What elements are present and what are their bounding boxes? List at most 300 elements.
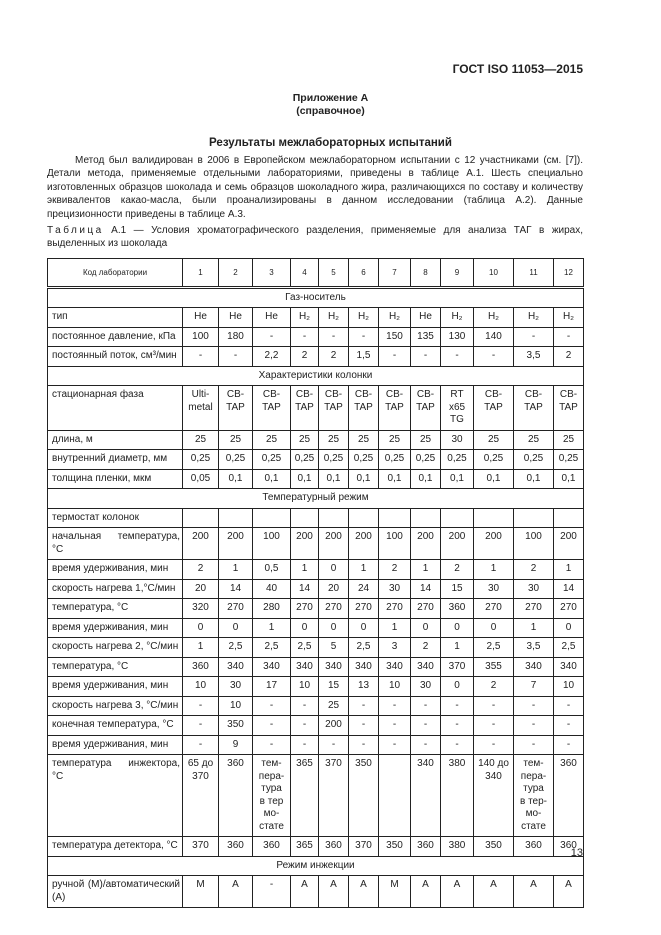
table-cell: 14 [554, 579, 584, 599]
table-header-row [48, 259, 584, 288]
table-cell: H₂ [441, 308, 474, 328]
table-cell: H₂ [514, 308, 554, 328]
table-cell: 0 [411, 618, 441, 638]
appendix-title: Приложение А [292, 92, 369, 104]
table-cell: 0 [319, 560, 349, 580]
table-cell: 270 [554, 599, 584, 619]
table-cell: 200 [291, 528, 319, 560]
table-row [48, 755, 584, 837]
table-cell: 0,25 [411, 450, 441, 470]
table-row [48, 386, 584, 431]
table-cell: 360 [319, 837, 349, 857]
table-cell: 7 [514, 677, 554, 697]
table-cell: - [411, 716, 441, 736]
table-cell: 0 [554, 618, 584, 638]
table-cell: CB- TAP [319, 386, 349, 431]
table-cell: 25 [554, 430, 584, 450]
table-cell: 25 [319, 430, 349, 450]
table-cell: 1 [379, 618, 411, 638]
table-cell: - [253, 735, 291, 755]
lab-code-header: 2 [219, 259, 253, 288]
table-cell: - [411, 347, 441, 367]
table-cell: 270 [319, 599, 349, 619]
section-row [48, 856, 584, 876]
table-cell: 3,5 [514, 638, 554, 658]
table-cell: 5 [319, 638, 349, 658]
table-cell: CB- TAP [291, 386, 319, 431]
row-label: скорость нагрева 3, °С/мин [48, 696, 183, 716]
table-row [48, 450, 584, 470]
table-row [48, 327, 584, 347]
table-cell: 0,25 [219, 450, 253, 470]
table-cell: - [319, 735, 349, 755]
table-cell: 140 до 340 [474, 755, 514, 837]
table-cell: 0 [291, 618, 319, 638]
row-label: тип [48, 308, 183, 328]
table-cell: 20 [319, 579, 349, 599]
table-cell: 1 [411, 560, 441, 580]
row-label: температура, °С [48, 657, 183, 677]
table-row [48, 837, 584, 857]
lab-code-label: Код лаборатории [48, 259, 183, 288]
table-cell: 1 [554, 560, 584, 580]
table-cell: 370 [319, 755, 349, 837]
table-cell: 360 [554, 755, 584, 837]
table-cell: 0,1 [219, 469, 253, 489]
table-cell: H₂ [291, 308, 319, 328]
table-cell: - [291, 716, 319, 736]
table-cell [291, 508, 319, 528]
table-cell: 40 [253, 579, 291, 599]
table-cell: 130 [441, 327, 474, 347]
table-cell: 0,25 [441, 450, 474, 470]
table-cell: - [379, 696, 411, 716]
table-cell: 370 [441, 657, 474, 677]
table-cell: 150 [379, 327, 411, 347]
table-cell: 350 [379, 837, 411, 857]
table-cell: 350 [219, 716, 253, 736]
table-cell: 9 [219, 735, 253, 755]
lab-code-header: 7 [379, 259, 411, 288]
table-cell: 2,5 [349, 638, 379, 658]
table-cell: - [514, 327, 554, 347]
table-cell: 360 [219, 837, 253, 857]
table-cell: 30 [514, 579, 554, 599]
row-label: внутренний диаметр, мм [48, 450, 183, 470]
table-cell: - [183, 735, 219, 755]
table-cell: - [441, 735, 474, 755]
table-cell: 100 [379, 528, 411, 560]
table-cell: 360 [554, 837, 584, 857]
table-row [48, 508, 584, 528]
table-cell: 2 [411, 638, 441, 658]
section-row [48, 287, 584, 308]
table-cell: - [253, 716, 291, 736]
table-cell: 0,1 [319, 469, 349, 489]
row-label: постоянный поток, см³/мин [48, 347, 183, 367]
table-cell: - [379, 347, 411, 367]
table-cell: H₂ [319, 308, 349, 328]
table-cell: 0,1 [554, 469, 584, 489]
table-cell: 200 [349, 528, 379, 560]
table-cell: - [554, 696, 584, 716]
table-cell: 340 [411, 657, 441, 677]
table-cell: А [441, 876, 474, 908]
table-cell [379, 755, 411, 837]
table-cell: - [253, 696, 291, 716]
table-cell: 30 [441, 430, 474, 450]
table-cell: М [183, 876, 219, 908]
table-cell: 0,25 [474, 450, 514, 470]
table-cell: - [411, 735, 441, 755]
table-cell: А [291, 876, 319, 908]
table-cell [411, 508, 441, 528]
table-cell: тем- пера- тура в тер- мо- стате [514, 755, 554, 837]
table-row [48, 579, 584, 599]
table-cell: CB- TAP [219, 386, 253, 431]
row-label: время удерживания, мин [48, 560, 183, 580]
table-cell: 25 [514, 430, 554, 450]
table-cell: - [349, 696, 379, 716]
table-cell: - [291, 327, 319, 347]
table-cell: 0,25 [253, 450, 291, 470]
table-cell: А [349, 876, 379, 908]
table-cell: 0,5 [253, 560, 291, 580]
row-label: начальная температура, °С [48, 528, 183, 560]
table-cell: 0 [349, 618, 379, 638]
table-cell: М [379, 876, 411, 908]
table-cell: - [474, 716, 514, 736]
table-cell: 270 [379, 599, 411, 619]
table-cell: 2 [514, 560, 554, 580]
table-cell: 0 [183, 618, 219, 638]
table-cell: 0,1 [379, 469, 411, 489]
row-label: термостат колонок [48, 508, 183, 528]
table-row [48, 735, 584, 755]
table-cell: 0,1 [441, 469, 474, 489]
table-row [48, 560, 584, 580]
table-cell: - [291, 735, 319, 755]
table-cell: CB- TAP [253, 386, 291, 431]
table-cell: 340 [291, 657, 319, 677]
table-cell: 2 [291, 347, 319, 367]
table-caption-prefix: Таблица [47, 225, 104, 236]
table-cell: CB- TAP [514, 386, 554, 431]
table-row [48, 618, 584, 638]
table-cell: 320 [183, 599, 219, 619]
table-cell: 100 [253, 528, 291, 560]
table-cell: 0 [474, 618, 514, 638]
table-cell: 350 [474, 837, 514, 857]
table-cell: 13 [349, 677, 379, 697]
table-cell: - [514, 696, 554, 716]
row-label: температура инжектора, °С [48, 755, 183, 837]
table-cell: 360 [253, 837, 291, 857]
table-cell: 0,25 [349, 450, 379, 470]
table-cell: 360 [514, 837, 554, 857]
body-paragraph: Метод был валидирован в 2006 в Европейском межлабораторном испытании с 12 участниками (см. [7]). Детали метода, применяемые отдельными лабораториями, приведены в таблице А.1. Шесть специально изготовленных образцов шоколада и семь образцов шоколадного жира, различающихся по составу и количеству эквивалентов какао-масла, были проанализированы в данном исследовании (таблица А.2). Данные прецизионности приведены в таблице А.3. [47, 155, 583, 220]
table-cell: 2,5 [554, 638, 584, 658]
table-cell: 200 [183, 528, 219, 560]
table-cell [349, 508, 379, 528]
table-cell: 370 [183, 837, 219, 857]
table-cell: 340 [319, 657, 349, 677]
table-cell: 365 [291, 755, 319, 837]
table-cell: 270 [474, 599, 514, 619]
table-cell: 1 [514, 618, 554, 638]
table-cell: 0,25 [319, 450, 349, 470]
table-cell: 0,1 [253, 469, 291, 489]
table-cell: - [474, 696, 514, 716]
table-cell [253, 508, 291, 528]
table-row [48, 876, 584, 908]
table-cell: 270 [411, 599, 441, 619]
table-cell: 25 [349, 430, 379, 450]
table-cell: 270 [219, 599, 253, 619]
table-cell: А [319, 876, 349, 908]
row-label: ручной (М)/автоматический (А) [48, 876, 183, 908]
table-cell [441, 508, 474, 528]
table-cell: 340 [349, 657, 379, 677]
table-cell: 0 [441, 618, 474, 638]
table-cell: H₂ [474, 308, 514, 328]
table-cell: - [253, 876, 291, 908]
table-cell: 1 [441, 638, 474, 658]
row-label: время удерживания, мин [48, 677, 183, 697]
table-cell: 1 [474, 560, 514, 580]
table-cell: 25 [319, 696, 349, 716]
table-cell: 3 [379, 638, 411, 658]
table-cell: 380 [441, 755, 474, 837]
table-row [48, 469, 584, 489]
table-cell: 14 [291, 579, 319, 599]
table-cell [554, 508, 584, 528]
table-cell: 30 [219, 677, 253, 697]
table-row [48, 308, 584, 328]
table-cell: - [441, 696, 474, 716]
table-cell: CB- TAP [554, 386, 584, 431]
table-cell: А [219, 876, 253, 908]
table-cell: А [474, 876, 514, 908]
table-cell: CB- TAP [411, 386, 441, 431]
table-cell: А [411, 876, 441, 908]
table-row [48, 347, 584, 367]
table-cell: H₂ [554, 308, 584, 328]
table-cell: H₂ [349, 308, 379, 328]
table-row [48, 657, 584, 677]
row-label: скорость нагрева 2, °С/мин [48, 638, 183, 658]
table-cell: 180 [219, 327, 253, 347]
table-cell: 380 [441, 837, 474, 857]
table-cell: 30 [379, 579, 411, 599]
table-cell: 0,1 [474, 469, 514, 489]
row-label: постоянное давление, кПа [48, 327, 183, 347]
table-cell: 25 [379, 430, 411, 450]
table-cell: 0,1 [349, 469, 379, 489]
table-cell [319, 508, 349, 528]
table-cell: 0,25 [291, 450, 319, 470]
lab-code-header: 4 [291, 259, 319, 288]
table-cell: 0 [219, 618, 253, 638]
table-cell: 2,5 [291, 638, 319, 658]
row-label: температура, °С [48, 599, 183, 619]
table-cell: RT x65 TG [441, 386, 474, 431]
table-cell: А [514, 876, 554, 908]
table-cell: 360 [411, 837, 441, 857]
table-cell: 280 [253, 599, 291, 619]
table-cell: 2 [474, 677, 514, 697]
table-cell [474, 508, 514, 528]
lab-code-header: 1 [183, 259, 219, 288]
table-cell: 2,5 [474, 638, 514, 658]
row-label: скорость нагрева 1,°С/мин [48, 579, 183, 599]
table-cell: 270 [514, 599, 554, 619]
lab-code-header: 5 [319, 259, 349, 288]
table-cell: 0,25 [183, 450, 219, 470]
table-row [48, 638, 584, 658]
table-cell [379, 508, 411, 528]
table-cell: 370 [349, 837, 379, 857]
table-cell: 200 [219, 528, 253, 560]
table-cell: - [319, 327, 349, 347]
table-cell: CB- TAP [349, 386, 379, 431]
table-cell: 1 [219, 560, 253, 580]
table-cell: - [474, 347, 514, 367]
table-cell: - [554, 327, 584, 347]
table-cell: - [379, 735, 411, 755]
table-row [48, 430, 584, 450]
table-cell: CB- TAP [474, 386, 514, 431]
table-cell: 0 [319, 618, 349, 638]
table-cell: 2,2 [253, 347, 291, 367]
table-cell: 10 [379, 677, 411, 697]
table-cell: 200 [319, 528, 349, 560]
table-cell: - [411, 696, 441, 716]
page-number: 13 [570, 847, 583, 859]
table-cell: 2,5 [219, 638, 253, 658]
table-cell: 200 [554, 528, 584, 560]
table-cell: He [219, 308, 253, 328]
table-cell: 0,1 [411, 469, 441, 489]
table-cell: 1 [349, 560, 379, 580]
table-cell: 10 [183, 677, 219, 697]
table-row [48, 696, 584, 716]
section-row [48, 366, 584, 386]
table-cell: - [349, 327, 379, 347]
table-cell: 25 [291, 430, 319, 450]
table-cell: - [291, 696, 319, 716]
table-cell: - [349, 735, 379, 755]
table-cell: 340 [554, 657, 584, 677]
table-cell: 2 [554, 347, 584, 367]
table-cell: He [253, 308, 291, 328]
row-label: длина, м [48, 430, 183, 450]
table-cell: 270 [349, 599, 379, 619]
row-label: стационарная фаза [48, 386, 183, 431]
table-cell: - [554, 735, 584, 755]
table-cell: 340 [514, 657, 554, 677]
table-cell: 2 [441, 560, 474, 580]
table-row [48, 677, 584, 697]
lab-code-header: 3 [253, 259, 291, 288]
table-cell: 0,05 [183, 469, 219, 489]
table-row [48, 716, 584, 736]
row-label: время удерживания, мин [48, 618, 183, 638]
table-cell: 30 [411, 677, 441, 697]
table-cell: 0,25 [379, 450, 411, 470]
table-cell: 355 [474, 657, 514, 677]
conditions-table [47, 258, 584, 908]
lab-code-header: 8 [411, 259, 441, 288]
table-cell: - [514, 716, 554, 736]
table-cell: 10 [291, 677, 319, 697]
table-cell: 25 [183, 430, 219, 450]
table-cell: 360 [183, 657, 219, 677]
table-cell: 200 [319, 716, 349, 736]
table-cell: 1 [291, 560, 319, 580]
table-cell: 0,1 [514, 469, 554, 489]
table-cell: He [183, 308, 219, 328]
table-cell: 360 [441, 599, 474, 619]
table-cell: - [379, 716, 411, 736]
table-cell: 270 [291, 599, 319, 619]
appendix-subtitle: (справочное) [296, 105, 365, 117]
table-cell: - [349, 716, 379, 736]
table-cell: 15 [319, 677, 349, 697]
standard-number: ГОСТ ISO 11053—2015 [452, 62, 583, 76]
table-cell: 2 [183, 560, 219, 580]
table-cell: 340 [411, 755, 441, 837]
table-cell: 0 [441, 677, 474, 697]
table-cell: 340 [219, 657, 253, 677]
table-cell: 350 [349, 755, 379, 837]
table-cell: 200 [474, 528, 514, 560]
table-cell [514, 508, 554, 528]
table-cell: А [554, 876, 584, 908]
row-label: время удерживания, мин [48, 735, 183, 755]
row-label: толщина пленки, мкм [48, 469, 183, 489]
row-label: конечная температура, °С [48, 716, 183, 736]
table-caption [47, 224, 583, 251]
table-cell [219, 508, 253, 528]
appendix-heading [0, 92, 661, 118]
table-cell: 0,25 [514, 450, 554, 470]
table-cell: - [183, 716, 219, 736]
section-row [48, 489, 584, 509]
table-cell: 20 [183, 579, 219, 599]
table-cell: 2 [319, 347, 349, 367]
table-cell: тем- пера- тура в тер мо- стате [253, 755, 291, 837]
lab-code-header: 9 [441, 259, 474, 288]
table-cell: 10 [554, 677, 584, 697]
section-heading: Характеристики колонки [48, 366, 584, 386]
table-cell: 200 [411, 528, 441, 560]
table-cell: 340 [253, 657, 291, 677]
table-cell: 65 до 370 [183, 755, 219, 837]
table-cell: 0,25 [554, 450, 584, 470]
table-cell: - [219, 347, 253, 367]
table-cell: 135 [411, 327, 441, 347]
table-cell: 14 [219, 579, 253, 599]
table-cell: 25 [474, 430, 514, 450]
table-cell: 25 [253, 430, 291, 450]
table-cell: - [183, 696, 219, 716]
table-cell: 360 [219, 755, 253, 837]
table-cell: - [441, 347, 474, 367]
table-row [48, 599, 584, 619]
table-cell: 100 [183, 327, 219, 347]
table-cell: CB- TAP [379, 386, 411, 431]
